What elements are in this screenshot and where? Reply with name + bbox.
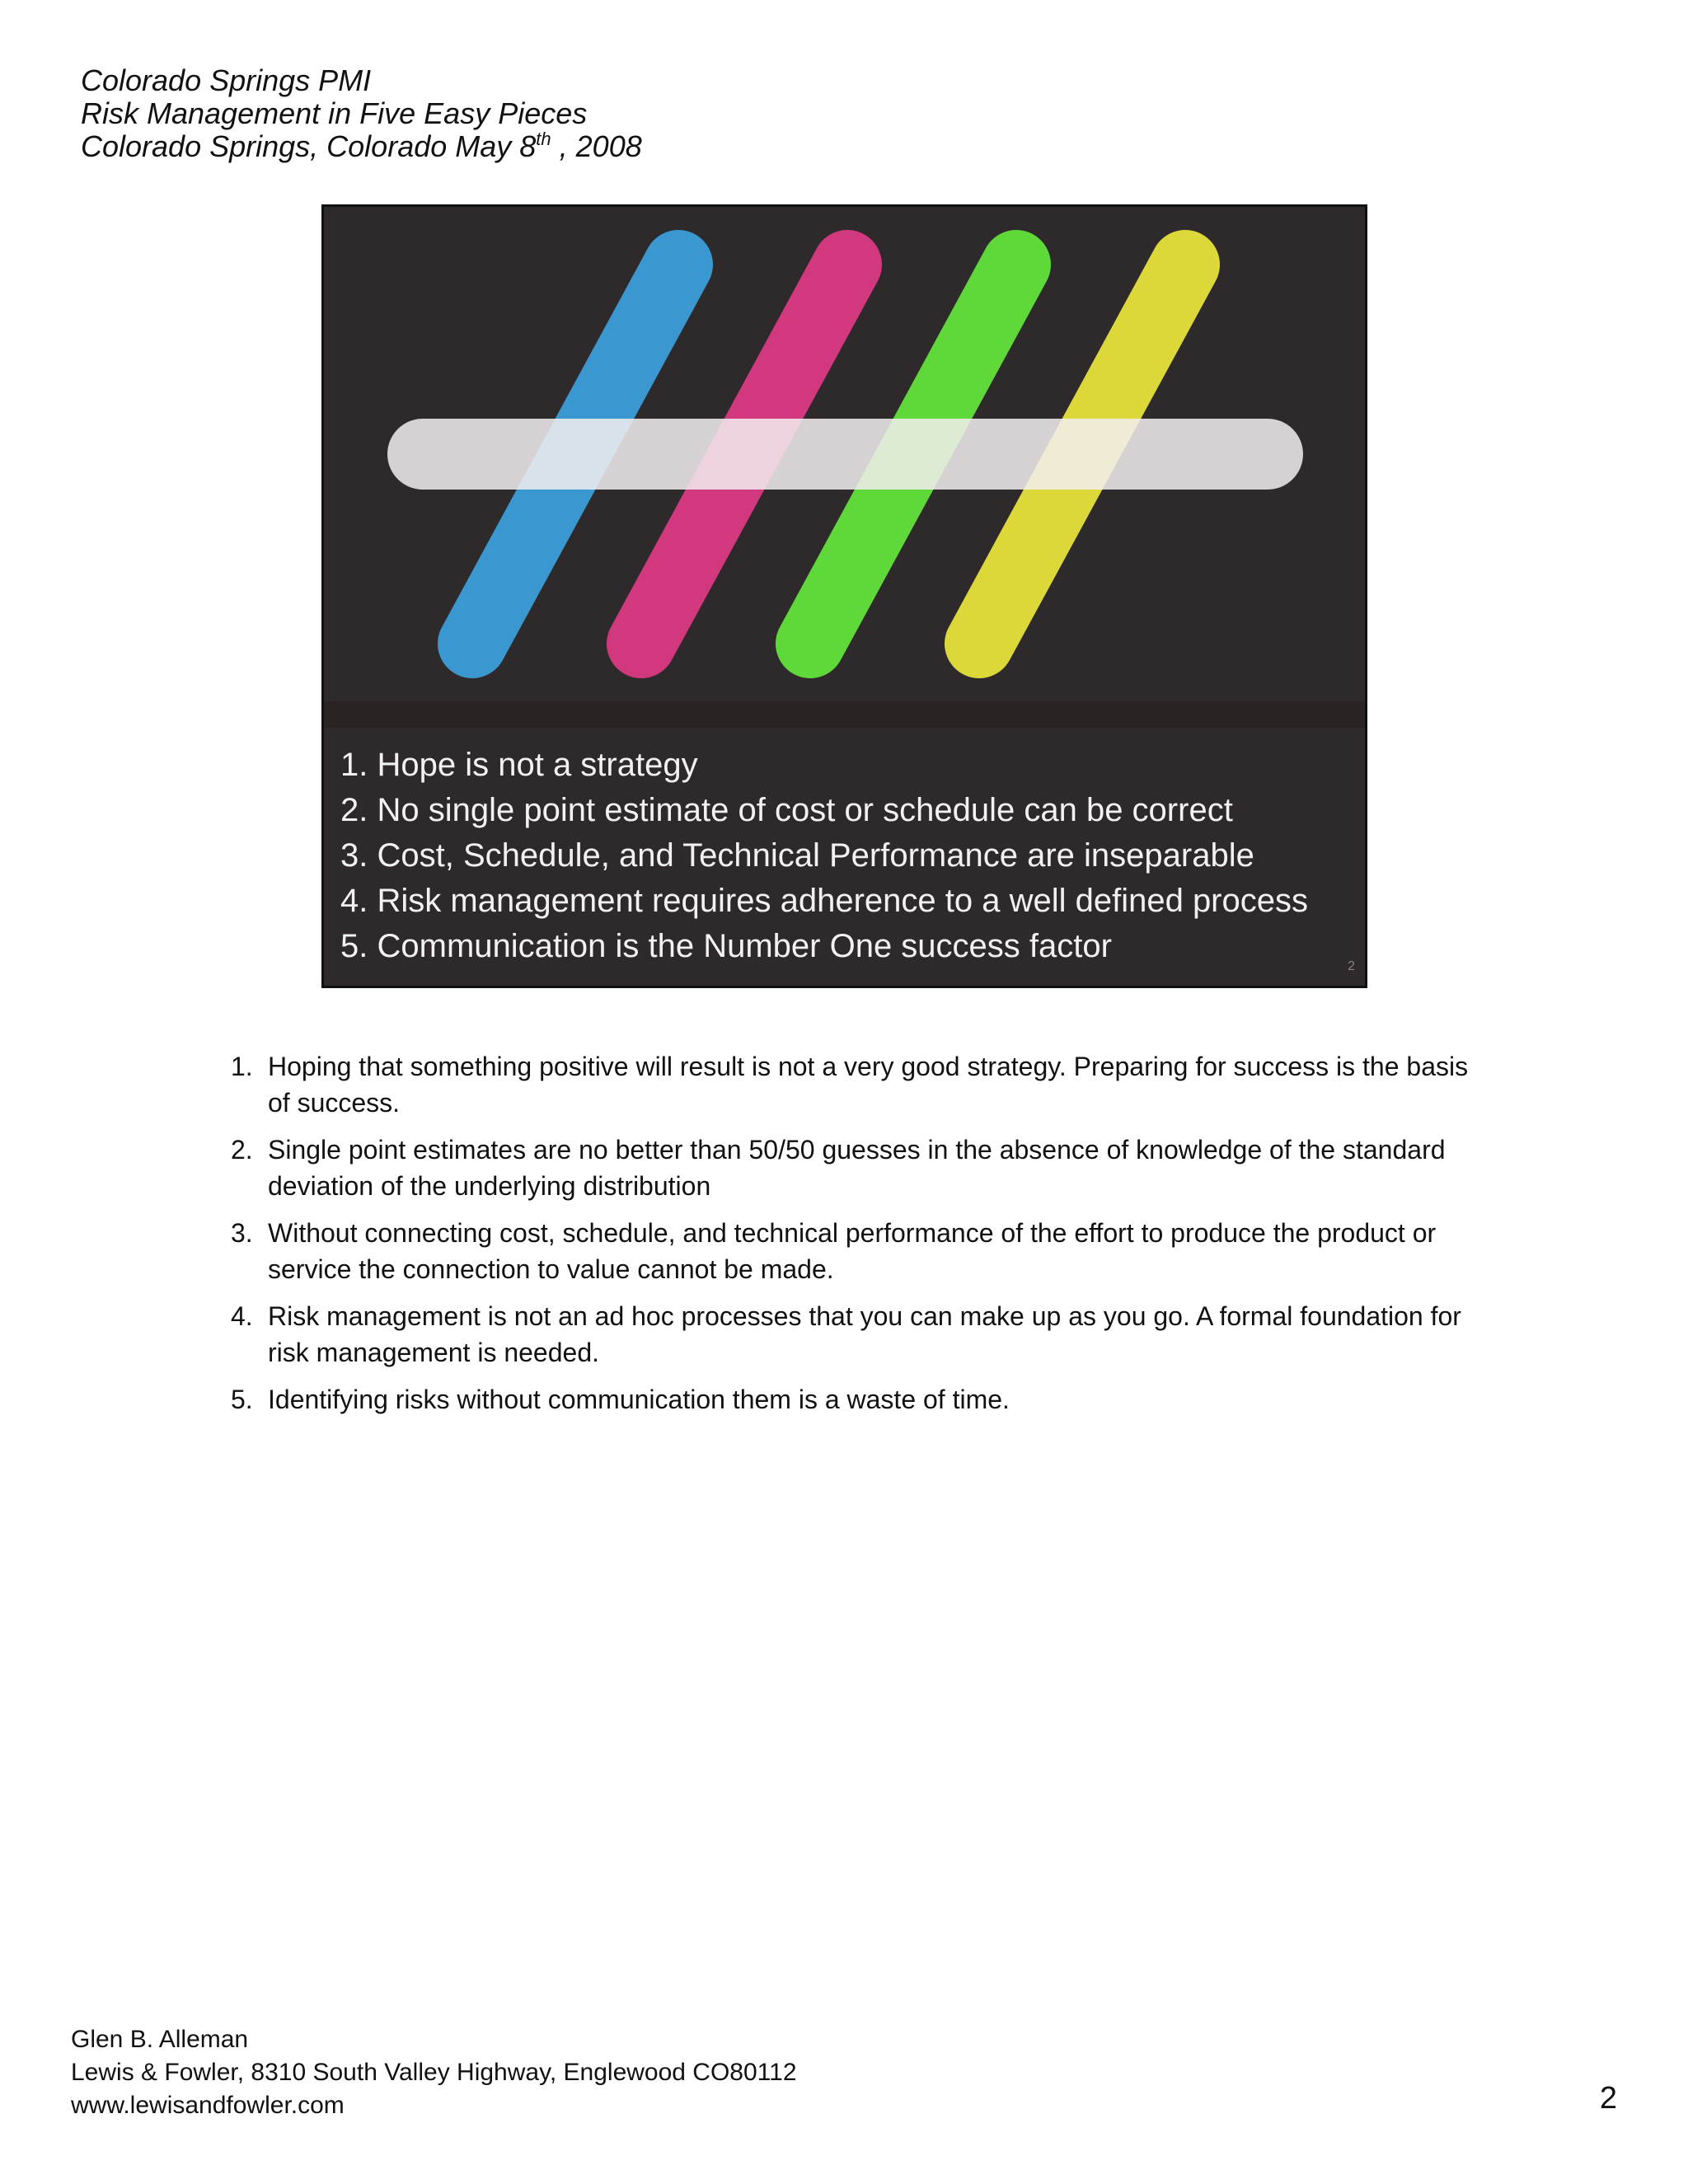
slide-point: 2. No single point estimate of cost or schedule can be correct <box>340 792 1233 828</box>
slide-point: 5. Communication is the Number One success factor <box>340 928 1112 964</box>
note-item: 2. Single point estimates are no better than 50/50 guesses in the absence of knowledge of the standard deviation of the underlying distribution <box>231 1135 1446 1201</box>
header-org: Colorado Springs PMI <box>81 63 372 97</box>
slide-points-list <box>340 743 1308 969</box>
slide-point: 1. Hope is not a strategy <box>340 747 698 783</box>
page-number: 2 <box>1599 2081 1617 2116</box>
slide-point: 3. Cost, Schedule, and Technical Performance are inseparable <box>340 837 1254 874</box>
slide-image <box>321 204 1367 988</box>
document-header <box>81 64 642 163</box>
author-name: Glen B. Alleman <box>71 2026 249 2053</box>
slide-number: 2 <box>1348 959 1355 973</box>
author-address: Lewis & Fowler, 8310 South Valley Highway, Englewood CO80112 <box>71 2059 797 2086</box>
hashtag-glow-bars-icon <box>324 207 1365 701</box>
note-item: 3. Without connecting cost, schedule, and technical performance of the effort to produce the product or service the connection to value cannot be made. <box>231 1218 1437 1284</box>
slide-point: 4. Risk management requires adherence to a well defined process <box>340 883 1308 919</box>
author-website: www.lewisandfowler.com <box>71 2092 345 2119</box>
note-item: 5. Identifying risks without communication them is a waste of time. <box>231 1385 1010 1414</box>
slide-divider-band <box>324 701 1365 728</box>
header-location-date: Colorado Springs, Colorado May 8th , 2008 <box>81 129 642 163</box>
header-title: Risk Management in Five Easy Pieces <box>81 96 588 130</box>
note-item: 1. Hoping that something positive will result is not a very good strategy. Preparing for success is the basis of success. <box>231 1052 1469 1118</box>
notes-list <box>231 1048 1484 1428</box>
document-footer <box>71 2023 797 2122</box>
note-item: 4. Risk management is not an ad hoc processes that you can make up as you go. A formal foundation for risk management is needed. <box>231 1301 1461 1367</box>
